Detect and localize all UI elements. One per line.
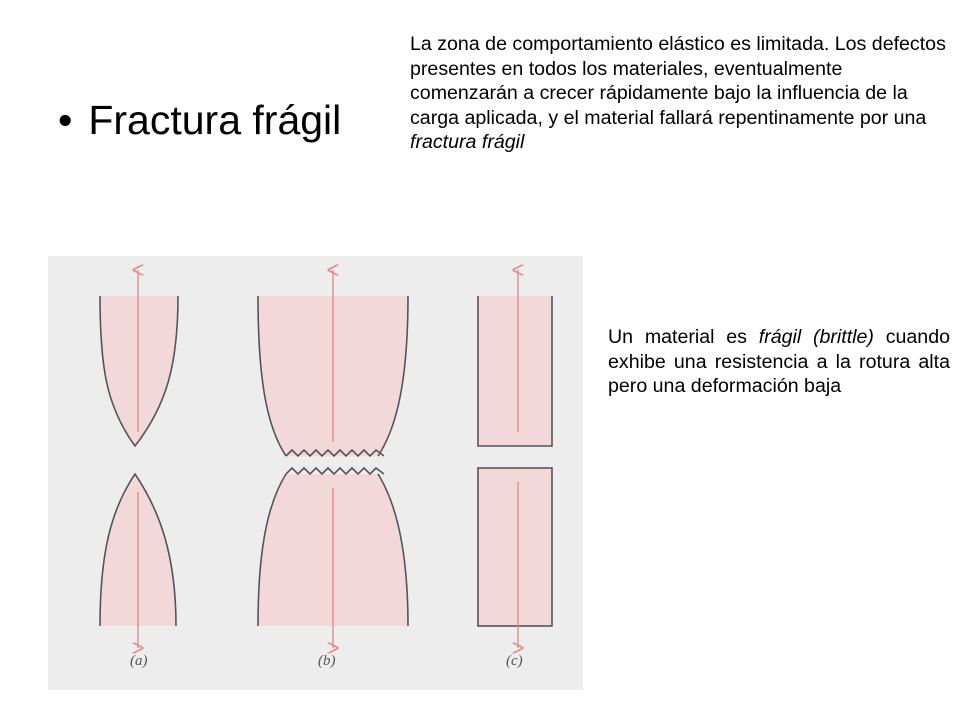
elastic-zone-text: La zona de comportamiento elástico es limitada. Los defectos presentes en todos los materiales, eventualmente comenzarán a crecer rápidamente bajo la influencia de la carga aplicada, y el material fallará repentinamente por una [410, 33, 946, 129]
specimen-a [100, 270, 178, 648]
bullet-point: • [58, 97, 73, 143]
brittle-definition-italic: frágil (brittle) [758, 326, 874, 348]
label-c: (c) [506, 653, 523, 669]
brittle-definition-paragraph [608, 325, 950, 399]
brittle-definition-text-start: Un material es [608, 326, 759, 348]
label-b: (b) [318, 653, 336, 669]
brittle-definition-text-end: cuando exhibe una resistencia a la rotura alta pero una deformación baja [608, 326, 950, 397]
specimen-b [258, 270, 408, 648]
specimen-c-bottom [478, 468, 552, 626]
specimen-c-top [478, 296, 552, 446]
label-a: (a) [130, 653, 148, 669]
specimen-a-top [100, 296, 178, 446]
slide-title [58, 92, 341, 148]
elastic-zone-italic: fractura frágil [410, 131, 525, 153]
specimen-c [478, 270, 552, 648]
fracture-diagram [48, 256, 583, 690]
elastic-zone-paragraph [410, 32, 955, 155]
fracture-types-figure [48, 256, 583, 690]
title-text: Fractura frágil [88, 97, 342, 143]
